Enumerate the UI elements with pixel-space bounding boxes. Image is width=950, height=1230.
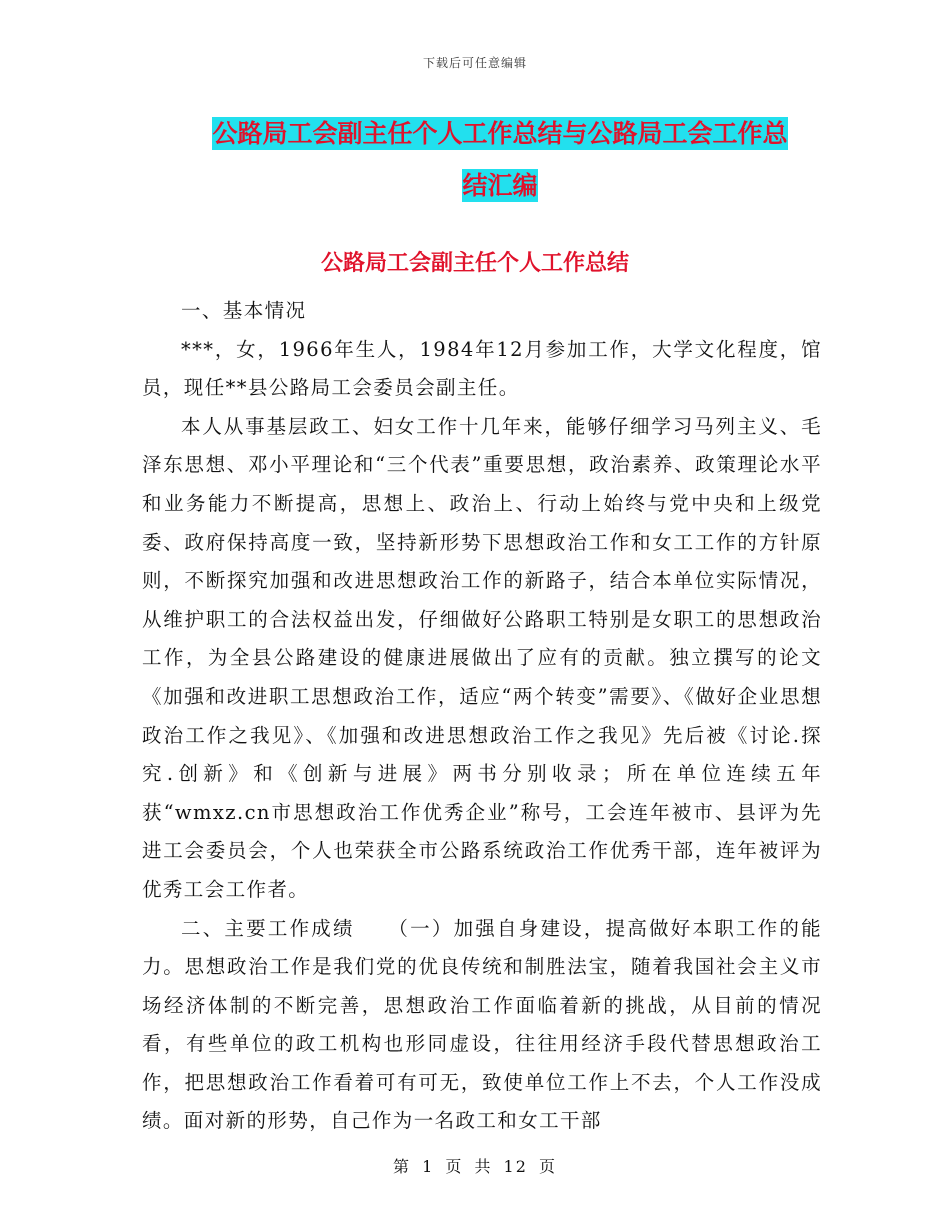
page-number-footer: 第 1 页 共 12 页: [393, 1157, 557, 1176]
paragraph-basic-info-heading: 一、基本情况: [181, 299, 307, 322]
section-title: 公路局工会副主任个人工作总结: [320, 251, 629, 276]
document-title-line-1: 公路局工会副主任个人工作总结与公路局工会工作总: [212, 119, 788, 148]
page-header-note: 下载后可任意编辑: [422, 56, 527, 70]
document-title-line-2: 结汇编: [462, 171, 538, 200]
document-body: [142, 292, 822, 1141]
document-title: [150, 108, 850, 212]
paragraph-personal-info: ***，女，1966年生人，1984年12月参加工作，大学文化程度，馆员，现任**县公路局工会委员会副主任。: [142, 337, 822, 400]
paragraph-main-achievements: 二、主要工作成绩 （一）加强自身建设，提高做好本职工作的能力。思想政治工作是我们党的优良传统和制胜法宝，随着我国社会主义市场经济体制的不断完善，思想政治工作面临着新的挑战，从目前的情况看，有些单位的政工机构也形同虚设，往往用经济手段代替思想政治工作，把思想政治工作看着可有可无，致使单位工作上不去，个人工作没成绩。面对新的形势，自己作为一名政工和女工干部: [142, 916, 822, 1133]
paragraph-work-experience: 本人从事基层政工、妇女工作十几年来，能够仔细学习马列主义、毛泽东思想、邓小平理论和“三个代表”重要思想，政治素养、政策理论水平和业务能力不断提高，思想上、政治上、行动上始终与党中央和上级党委、政府保持高度一致，坚持新形势下思想政治工作和女工工作的方针原则，不断探究加强和改进思想政治工作的新路子，结合本单位实际情况，从维护职工的合法权益出发，仔细做好公路职工特别是女职工的思想政治工作，为全县公路建设的健康进展做出了应有的贡献。独立撰写的论文《加强和改进职工思想政治工作，适应“两个转变”需要》、《做好企业思想政治工作之我见》、《加强和改进思想政治工作之我见》先后被《讨论.探究.创新》和《创新与进展》两书分别收录；所在单位连续五年获“wmxz.cn市思想政治工作优秀企业”称号，工会连年被市、县评为先进工会委员会，个人也荣获全市公路系统政治工作优秀干部，连年被评为优秀工会工作者。: [142, 414, 822, 901]
